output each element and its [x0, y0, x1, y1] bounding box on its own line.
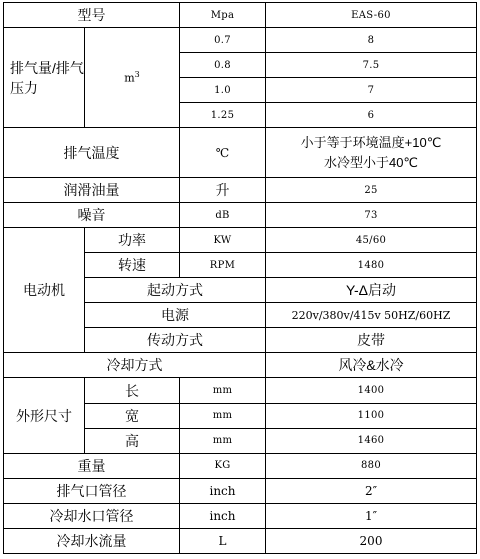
noise-label: 噪音 — [4, 203, 180, 228]
motor-supply-label: 电源 — [85, 303, 266, 328]
water-pipe-unit: inch — [180, 503, 266, 528]
capacity-value: 8 — [266, 28, 477, 53]
dimension-length-row — [4, 378, 477, 403]
motor-speed-label: 转速 — [85, 253, 180, 278]
capacity-unit: $m^3$ — [85, 28, 180, 128]
water-flow-row — [4, 528, 477, 553]
model-value: EAS-60 — [266, 3, 477, 28]
water-pipe-value: 1″ — [266, 503, 477, 528]
length-value: 1400 — [266, 378, 477, 403]
header-row — [4, 3, 477, 28]
spec-table — [3, 2, 477, 554]
outlet-pipe-value: 2″ — [266, 478, 477, 503]
oil-label: 润滑油量 — [4, 178, 180, 203]
motor-start-value: Y-Δ启动 — [266, 278, 477, 303]
water-flow-value: 200 — [266, 528, 477, 553]
motor-supply-value: 220v/380v/415v 50HZ/60HZ — [266, 303, 477, 328]
oil-unit: 升 — [180, 178, 266, 203]
water-flow-label: 冷却水流量 — [4, 528, 180, 553]
water-pipe-row — [4, 503, 477, 528]
noise-value: 73 — [266, 203, 477, 228]
capacity-value: 7.5 — [266, 53, 477, 78]
temperature-line-1: 小于等于环境温度+10℃ — [300, 134, 442, 150]
height-value: 1460 — [266, 428, 477, 453]
motor-drive-value: 皮带 — [266, 328, 477, 353]
motor-power-row — [4, 228, 477, 253]
oil-row — [4, 178, 477, 203]
model-label: 型号 — [4, 3, 180, 28]
pressure-value: 0.8 — [180, 53, 266, 78]
oil-value: 25 — [266, 178, 477, 203]
weight-label: 重量 — [4, 453, 180, 478]
temperature-value — [266, 128, 477, 178]
height-label: 高 — [85, 428, 180, 453]
water-flow-unit: L — [180, 528, 266, 553]
weight-unit: KG — [180, 453, 266, 478]
outlet-pipe-row — [4, 478, 477, 503]
width-label: 宽 — [85, 403, 180, 428]
width-unit: mm — [180, 403, 266, 428]
weight-value: 880 — [266, 453, 477, 478]
cooling-label: 冷却方式 — [4, 353, 266, 378]
cooling-row — [4, 353, 477, 378]
capacity-value: 6 — [266, 103, 477, 128]
weight-row — [4, 453, 477, 478]
motor-speed-unit: RPM — [180, 253, 266, 278]
motor-start-label: 起动方式 — [85, 278, 266, 303]
motor-drive-label: 传动方式 — [85, 328, 266, 353]
water-pipe-label: 冷却水口管径 — [4, 503, 180, 528]
height-unit: mm — [180, 428, 266, 453]
capacity-label: 排气量/排气压力 — [4, 28, 85, 128]
temperature-row — [4, 128, 477, 178]
outlet-pipe-label: 排气口管径 — [4, 478, 180, 503]
pressure-value: 1.0 — [180, 78, 266, 103]
outlet-pipe-unit: inch — [180, 478, 266, 503]
motor-speed-value: 1480 — [266, 253, 477, 278]
cooling-value: 风冷&水冷 — [266, 353, 477, 378]
dimensions-label: 外形尺寸 — [4, 378, 85, 453]
pressure-unit: Mpa — [180, 3, 266, 28]
length-unit: mm — [180, 378, 266, 403]
capacity-row — [4, 28, 477, 53]
length-label: 长 — [85, 378, 180, 403]
motor-power-value: 45/60 — [266, 228, 477, 253]
temperature-unit: ℃ — [180, 128, 266, 178]
pressure-value: 1.25 — [180, 103, 266, 128]
width-value: 1100 — [266, 403, 477, 428]
motor-label: 电动机 — [4, 228, 85, 353]
noise-row — [4, 203, 477, 228]
motor-power-unit: KW — [180, 228, 266, 253]
noise-unit: dB — [180, 203, 266, 228]
temperature-line-2: 水冷型小于40℃ — [323, 154, 419, 170]
temperature-label: 排气温度 — [4, 128, 180, 178]
capacity-value: 7 — [266, 78, 477, 103]
motor-power-label: 功率 — [85, 228, 180, 253]
pressure-value: 0.7 — [180, 28, 266, 53]
